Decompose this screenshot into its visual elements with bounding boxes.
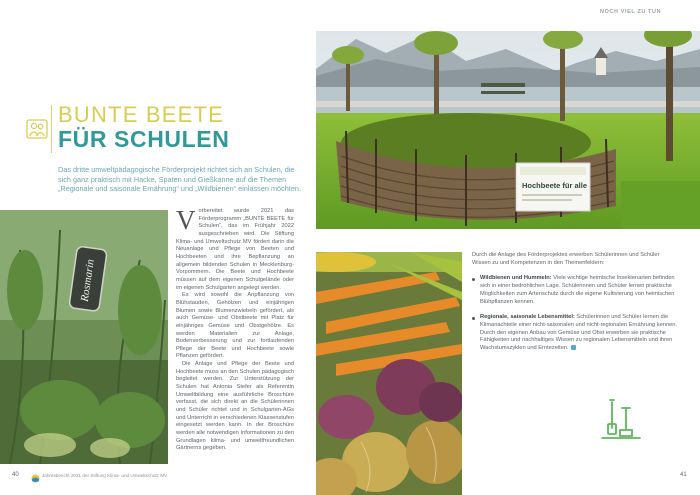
photo-raised-bed-lake: [316, 31, 700, 229]
article-column: [176, 205, 294, 453]
list-item: [472, 275, 678, 306]
competencies-intro: Durch die Anlage des Förderprojektes erwerben Schülerinnen und Schüler Wissen zu und Kompetenzen in den Themenfeldern:: [472, 252, 660, 266]
title-line-2: FÜR SCHULEN: [58, 126, 230, 152]
garden-tools-icon: [598, 398, 642, 440]
foundation-logo-icon: [31, 470, 40, 479]
running-header: NOCH VIEL ZU TUN: [600, 9, 662, 15]
list-item-term: Wildbienen und Hummeln:: [480, 275, 552, 282]
title-divider: [51, 105, 52, 153]
end-mark-icon: [571, 345, 576, 350]
bed-sign: [516, 163, 590, 211]
page-number-right: 41: [680, 472, 687, 478]
article-paragraph-2: Es wird sowohl die Anpflanzung von Blühstauden, Gehölzen und einjährigen Blumen sowie Blumenzwiebeln gefördert, als auch Gemüse- und Obstbeete mit Platz für einjähriges Gemüse und Obstgehölze. Es werden Materialien zur Anlage, Bodenverbesserung und zur fortlaufenden Pflege der Beete und Hochbeete sowie Pflanzen gefördert.: [176, 292, 294, 360]
competencies-list: [472, 275, 678, 352]
children-icon: [26, 118, 48, 140]
footer-publisher: Jahresbericht 2021 der Stiftung Klima- und Umweltschutz MV: [42, 473, 168, 478]
svg-text:Rosmarin: Rosmarin: [78, 258, 97, 303]
list-item: [472, 314, 678, 353]
photo-vegetables: [316, 252, 462, 495]
list-item-text: Schülerinnen und Schüler lernen die Klimanachteile einer nicht-saisonalen und nicht-regionalen Ernährung kennen. Durch den eigenen Anbau von Gemüse und Obst erwerben sie praktische Fähigkeiten und nachhaltiges Wissen zu regionalen Lebensmitteln und ihren Wachstumszyklen und Erntezeiten.: [480, 314, 677, 352]
title-line-1: BUNTE BEETE: [58, 102, 225, 127]
drop-cap: V: [176, 205, 196, 235]
article-paragraph-3: Die Anlage und Pflege der Beete und Hochbeete muss an den Schulen pädagogisch begleitet werden. Zur Unterstützung der Schulen hat Antonia Stefer als Referentin Umweltbildung eine ausführliche Broschüre verfasst, die sich direkt an die Schülerinnen und Schüler richtet und in Schulgarten-AGs und Unterricht in verschiedenen Klassenstufen eingesetzt werden kann. In der Broschüre werden alle notwendigen Informationen zu den Grundlagen klima- und umweltfreundlichen Gärtnerns gegeben.: [176, 361, 294, 452]
list-item-text: Viele wichtige heimische Insektenarten befinden sich in einer bedrohlichen Lage. Schülerinnen und Schüler lernen praktische Möglichkeiten zum Artenschutz durch die eigene Kultivierung von heimischen Blühpflanzen kennen.: [480, 275, 675, 305]
page-number-left: 40: [12, 472, 19, 478]
svg-text:Hochbeete für alle: Hochbeete für alle: [522, 181, 588, 190]
article-paragraph-1: orbereitet wurde 2021 das Förderprogramm „BUNTE BEETE für Schulen“, das im Frühjahr 2022 ausgeschrieben wird. Die Stiftung Klima- und Umweltschutz MV fördert darin die Neuanlage und Pflege von Beeten und Hochbeeten und ihre Bepflanzung an allgemein bildenden Schulen in Mecklenburg-Vorpommern. Die Beete und Hochbeete müssen auf dem eigenen Schulgelände oder im eigenen Schulgarten angelegt werden.: [176, 208, 294, 291]
photo-rosemary: [0, 210, 168, 464]
competencies-column: [472, 252, 678, 361]
lead-paragraph: Das dritte umweltpädagogische Förderprojekt richtet sich an Schulen, die sich ganz praktisch mit Hacke, Spaten und Gießkanne auf die Themen „Regionale und saisonale Ernährung“ und „Wildbienen“ einlassen möchten.: [58, 165, 301, 193]
list-item-term: Regionale, saisonale Lebensmittel:: [480, 314, 575, 321]
